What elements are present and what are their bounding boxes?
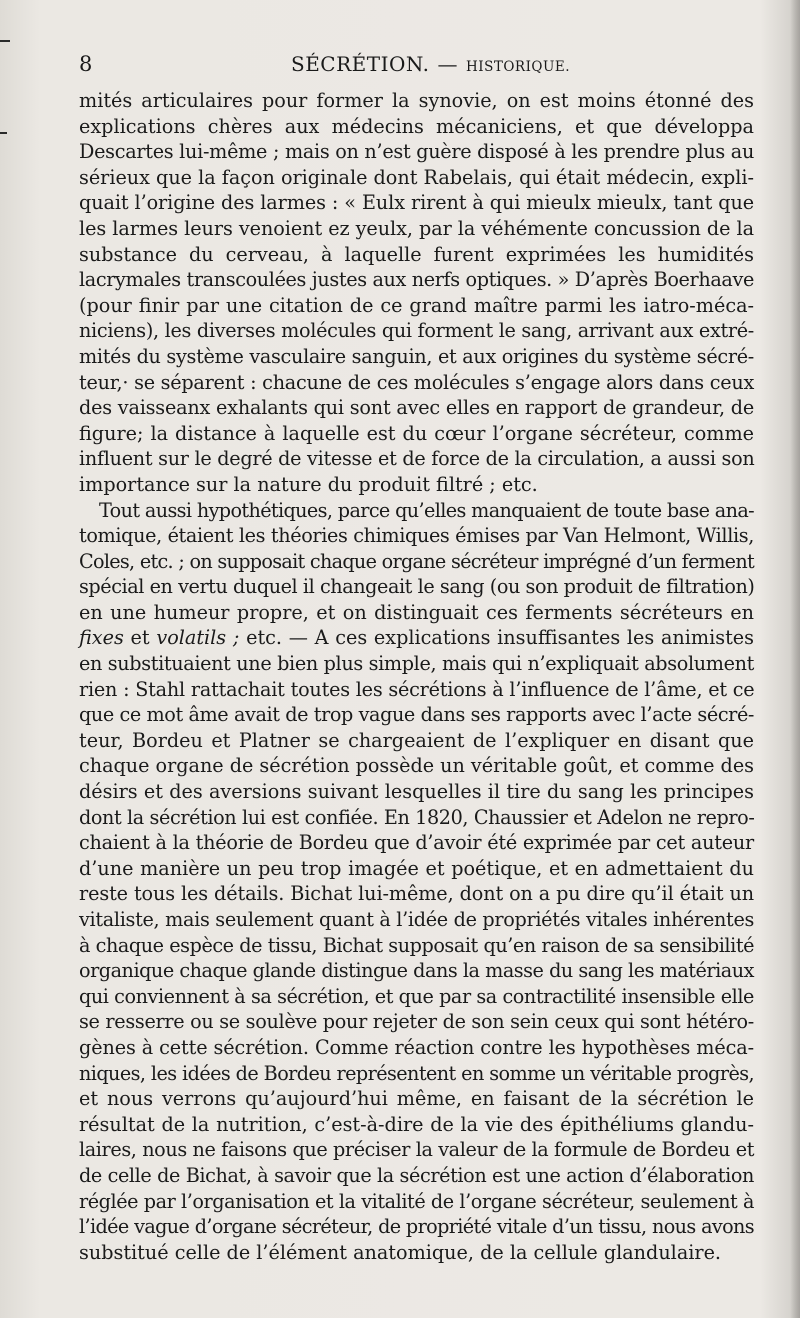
text-segment: etc. — A ces explications insuffisantes les animistes [239, 626, 754, 650]
page-header [79, 50, 754, 84]
text-line: les larmes leurs venoient ez yeulx, par la véhémente concussion de la [79, 216, 754, 240]
text-line: et nous verrons qu’aujourd’hui même, en faisant de la sécrétion le [79, 1087, 754, 1111]
text-line: importance sur la nature du produit filtré ; etc. [79, 472, 538, 496]
text-line: de celle de Bichat, à savoir que la sécrétion est une action d’élaboration [79, 1163, 754, 1187]
text-line: des vaisseanx exhalants qui sont avec elles en rapport de grandeur, de [79, 396, 755, 420]
text-line: explications chères aux médecins mécaniciens, et que développa [79, 114, 754, 138]
text-line: organique chaque glande distingue dans la masse du sang les matériaux [79, 959, 755, 983]
text-line: résultat de la nutrition, c’est-à-dire de la vie des épithéliums glandu- [79, 1112, 754, 1136]
margin-mark [0, 40, 10, 42]
text-line: gènes à cette sécrétion. Comme réaction contre les hypothèses méca- [79, 1035, 754, 1059]
margin-mark [0, 132, 7, 134]
text-line: dont la sécrétion lui est confiée. En 1820, Chaussier et Adelon ne repro- [79, 805, 755, 829]
text-line: influent sur le degré de vitesse et de force de la circulation, a aussi son [79, 447, 755, 471]
running-head-title: SÉCRÉTION. [291, 52, 430, 76]
text-segment: et [123, 626, 157, 650]
text-line: que ce mot âme avait de trop vague dans ses rapports avec l’acte sécré- [79, 703, 754, 727]
text-line: substance du cerveau, à laquelle furent exprimées les humidités [79, 242, 754, 266]
text-line: substitué celle de l’élément anatomique, de la cellule glandulaire. [79, 1240, 722, 1264]
text-line: niques, les idées de Bordeu représentent en somme un véritable progrès, [79, 1061, 755, 1085]
page-edge-shadow [790, 0, 800, 1318]
text-line: teur,· se séparent : chacune de ces molécules s’engage alors dans ceux [79, 370, 755, 394]
text-line: en substituaient une bien plus simple, mais qui n’expliquait absolument [79, 652, 754, 676]
text-line [79, 625, 754, 651]
text-line: lacrymales transcoulées justes aux nerfs optiques. » D’après Boerhaave [79, 268, 754, 292]
text-line: figure; la distance à laquelle est du cœur l’organe sécréteur, comme [79, 421, 754, 445]
text-line: Coles, etc. ; on supposait chaque organe sécréteur imprégné d’un ferment [79, 549, 754, 573]
text-line: vitaliste, mais seulement quant à l’idée de propriétés vitales inhérentes [79, 908, 755, 931]
text-line: tomique, étaient les théories chimiques émises par Van Helmont, Willis, [79, 524, 755, 548]
text-line: (pour finir par une citation de ce grand maître parmi les iatro-méca- [79, 293, 754, 317]
text-line: teur, Bordeu et Platner se chargeaient de l’expliquer en disant que [79, 728, 754, 752]
text-line: chaient à la théorie de Bordeu que d’avoir été exprimée par cet auteur [79, 831, 754, 855]
text-line: l’idée vague d’organe sécréteur, de propriété vitale d’un tissu, nous avons [79, 1215, 754, 1239]
page-number: 8 [79, 52, 93, 76]
body-text [79, 88, 754, 1265]
text-line: se resserre ou se soulève pour rejeter de son sein ceux qui sont hétéro- [79, 1010, 754, 1034]
text-line: Descartes lui-même ; mais on n’est guère disposé à les prendre plus au [79, 140, 755, 164]
text-line: chaque organe de sécrétion possède un véritable goût, et comme des [79, 754, 754, 778]
text-line: réglée par l’organisation et la vitalité de l’organe sécréteur, seulement à [79, 1189, 754, 1213]
text-line: mités articulaires pour former la synovie, on est moins étonné des [79, 89, 754, 112]
text-line: à chaque espèce de tissu, Bichat supposait qu’en raison de sa sensibilité [79, 933, 755, 957]
text-line: reste tous les détails. Bichat lui-même, dont on a pu dire qu’il était un [79, 882, 754, 906]
text-line: sérieux que la façon originale dont Rabelais, qui était médecin, expli- [79, 165, 754, 189]
running-head [291, 52, 570, 76]
italic-term: volatils ; [156, 626, 240, 650]
text-line: d’une manière un peu trop imagée et poétique, et en admettaient du [79, 856, 754, 880]
text-line: Tout aussi hypothétiques, parce qu’elles manquaient de toute base ana- [99, 498, 754, 522]
running-head-subtitle: HISTORIQUE. [465, 59, 570, 75]
text-line: rien : Stahl rattachait toutes les sécrétions à l’influence de l’âme, et ce [79, 677, 755, 701]
italic-term: fixes [79, 626, 124, 650]
text-line: spécial en vertu duquel il changeait le sang (ou son produit de filtration) [79, 575, 755, 599]
text-line: quait l’origine des larmes : « Eulx rirent à qui mieulx mieulx, tant que [79, 191, 754, 215]
text-line: qui conviennent à sa sécrétion, et que par sa contractilité insensible elle [79, 984, 754, 1008]
text-line: laires, nous ne faisons que préciser la valeur de la formule de Bordeu et [79, 1138, 755, 1162]
running-head-separator: — [437, 52, 458, 76]
text-line: désirs et des aversions suivant lesquelles il tire du sang les principes [79, 780, 754, 804]
text-line: niciens), les diverses molécules qui forment le sang, arrivant aux extré- [79, 319, 754, 343]
text-line: en une humeur propre, et on distinguait ces ferments sécréteurs en [79, 600, 754, 624]
text-line: mités du système vasculaire sanguin, et aux origines du système sécré- [79, 344, 754, 368]
